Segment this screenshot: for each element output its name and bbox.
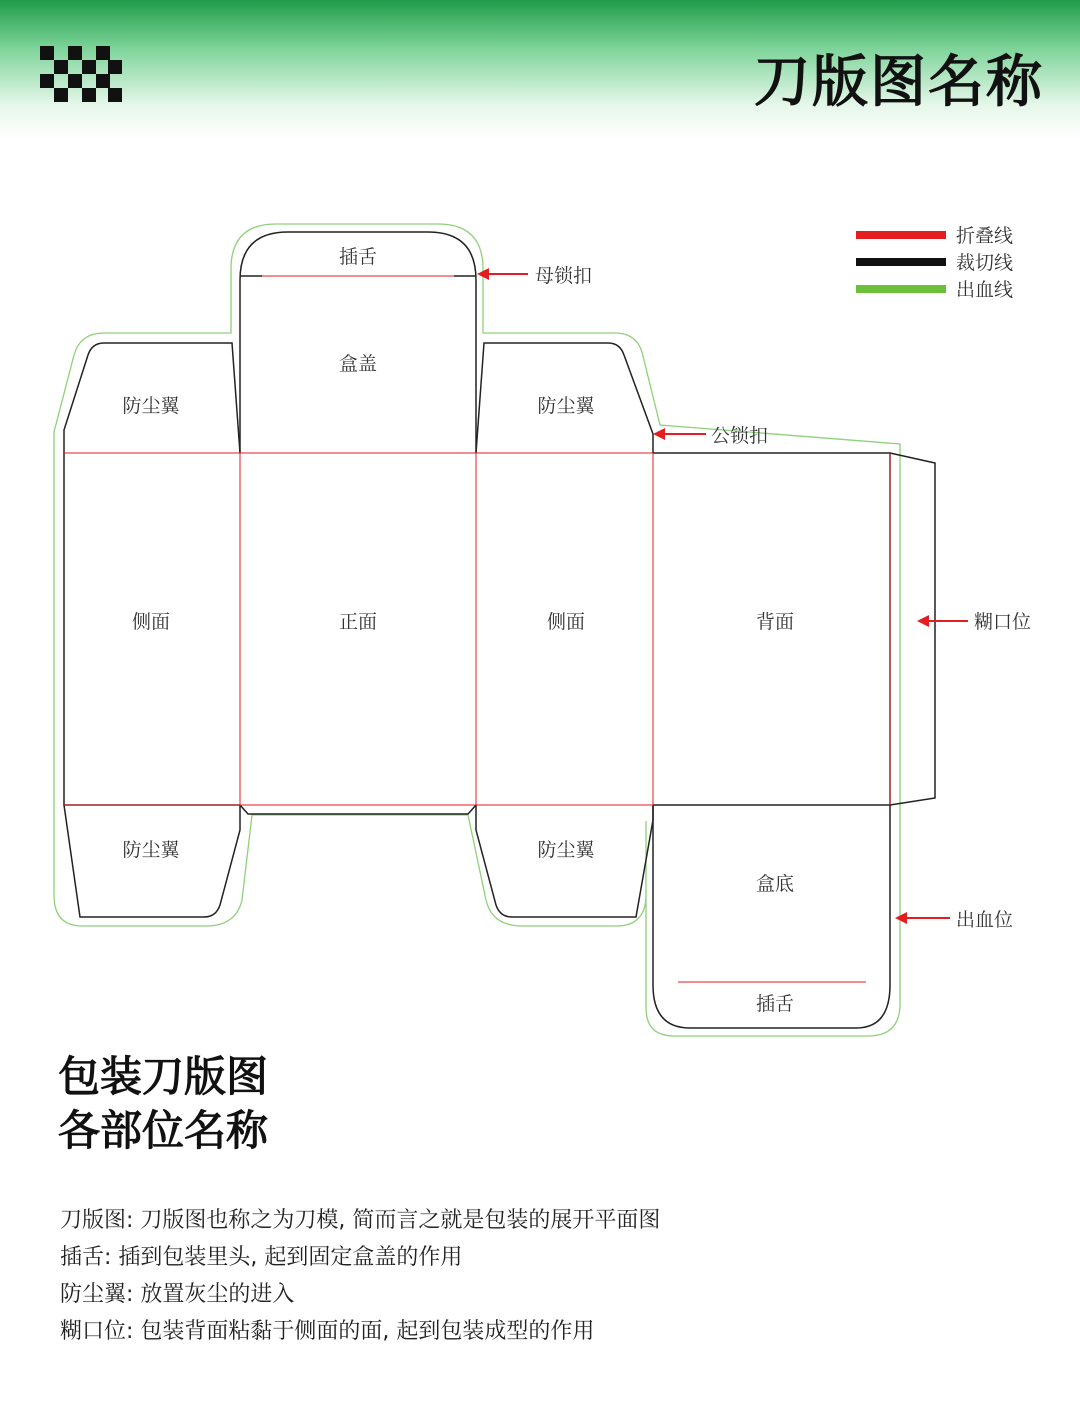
panel-dust-flap-bottom-right: 防尘翼 [537,839,595,861]
legend-label-cut: 裁切线 [956,252,1014,274]
cut-line [64,232,935,1028]
callout-glue-flap: 糊口位 [974,611,1032,633]
description-list [60,1202,660,1350]
section-heading-line-2: 各部位名称 [58,1106,269,1155]
legend-label-fold: 折叠线 [956,225,1014,247]
panel-front: 正面 [338,611,378,633]
panel-side-left: 侧面 [131,611,171,633]
panel-dust-flap-top-left: 防尘翼 [122,395,180,417]
callout-male-lock: 公锁扣 [711,425,769,447]
legend-swatch-fold [856,231,946,239]
panel-tuck-bottom: 插舌 [755,993,795,1015]
callout-female-lock: 母锁扣 [535,265,593,287]
description-glue-flap: 糊口位: 包装背面粘黏于侧面的面, 起到包装成型的作用 [60,1319,595,1344]
legend-label-bleed: 出血线 [956,279,1014,301]
section-heading [58,1050,268,1158]
arrow-female-lock [477,268,528,280]
callout-bleed: 出血位 [956,909,1014,931]
arrow-glue-flap [917,615,968,627]
panel-dust-flap-bottom-left: 防尘翼 [122,839,180,861]
page-title: 刀版图名称 [754,50,1044,115]
section-heading-line-1: 包装刀版图 [58,1052,269,1101]
legend-swatch-bleed [856,285,946,293]
legend [856,225,1013,301]
panel-lid: 盒盖 [338,353,378,375]
panel-tuck-top: 插舌 [338,246,378,268]
panel-dust-flap-top-right: 防尘翼 [537,395,595,417]
panel-bottom: 盒底 [755,873,795,895]
panel-side-right: 侧面 [546,611,586,633]
description-dieline: 刀版图: 刀版图也称之为刀模, 简而言之就是包装的展开平面图 [60,1208,661,1233]
panel-back: 背面 [755,611,795,633]
legend-swatch-cut [856,258,946,266]
arrow-bleed [895,912,950,924]
arrow-male-lock [653,428,706,440]
description-dust-flap: 防尘翼: 放置灰尘的进入 [60,1282,295,1307]
description-tuck: 插舌: 插到包装里头, 起到固定盒盖的作用 [60,1245,463,1270]
